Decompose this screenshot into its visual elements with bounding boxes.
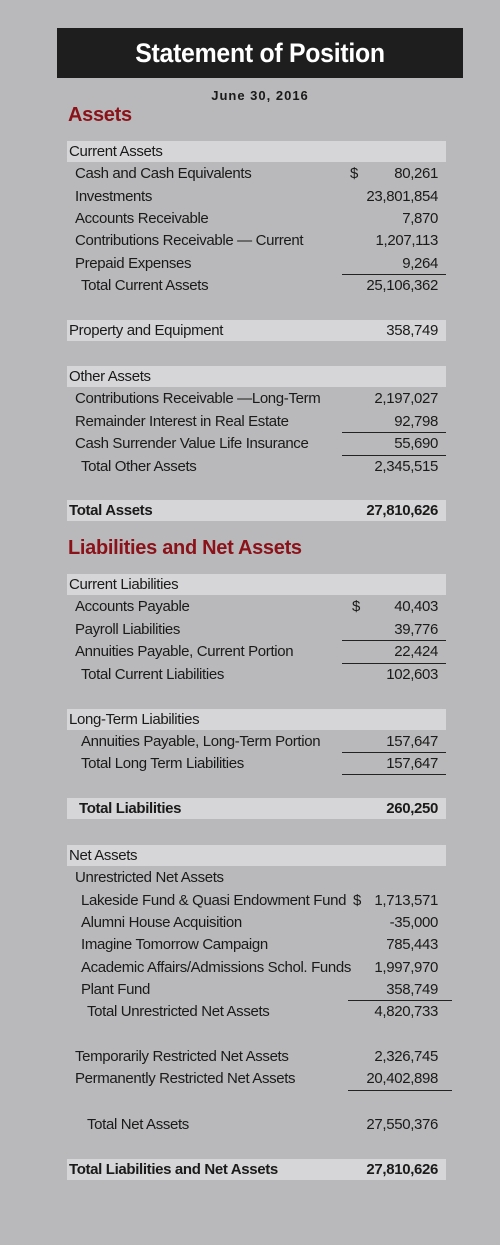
other-item-value: 92,798 <box>394 413 438 430</box>
underline <box>342 663 446 664</box>
liability-item-label: Annuities Payable, Current Portion <box>75 643 294 660</box>
underline <box>348 1090 452 1091</box>
underline <box>342 774 446 775</box>
asset-item-value: 9,264 <box>402 255 438 272</box>
underline <box>342 640 446 641</box>
net-asset-item-label: Lakeside Fund & Quasi Endowment Fund <box>81 892 347 909</box>
total-long-term-liabilities-value: 157,647 <box>386 755 438 772</box>
current-liabilities-label: Current Liabilities <box>69 576 179 593</box>
property-value: 358,749 <box>386 322 438 339</box>
long-term-liabilities-label: Long-Term Liabilities <box>69 711 200 728</box>
net-asset-item-label: Academic Affairs/Admissions Schol. Funds <box>81 959 352 976</box>
other-item-value: 2,197,027 <box>374 390 438 407</box>
total-liabilities-value: 260,250 <box>386 800 438 817</box>
unrestricted-label: Unrestricted Net Assets <box>75 869 224 886</box>
total-current-liabilities-label: Total Current Liabilities <box>81 666 224 683</box>
net-asset-item-value: -35,000 <box>389 914 438 931</box>
net-asset-item-label: Alumni House Acquisition <box>81 914 242 931</box>
temp-restricted-value: 2,326,745 <box>374 1048 438 1065</box>
asset-item-value: 80,261 <box>394 165 438 182</box>
asset-item-label: Cash and Cash Equivalents <box>75 165 252 182</box>
current-assets-label: Current Assets <box>69 143 163 160</box>
grand-total-label: Total Liabilities and Net Assets <box>69 1161 278 1178</box>
asset-item-value: 1,207,113 <box>375 232 438 249</box>
assets-heading: Assets <box>68 104 132 126</box>
total-net-assets-value: 27,550,376 <box>366 1116 438 1133</box>
dollar-sign: $ <box>353 892 361 909</box>
grand-total-value: 27,810,626 <box>366 1161 438 1178</box>
asset-item-label: Contributions Receivable — Current <box>75 232 304 249</box>
net-asset-item-value: 1,997,970 <box>374 959 438 976</box>
temp-restricted-label: Temporarily Restricted Net Assets <box>75 1048 289 1065</box>
asset-item-label: Accounts Receivable <box>75 210 209 227</box>
page-title: Statement of Position <box>135 38 385 68</box>
net-asset-item-value: 1,713,571 <box>374 892 438 909</box>
total-liabilities-label: Total Liabilities <box>79 800 182 817</box>
underline <box>342 455 446 456</box>
liability-item-value: 39,776 <box>394 621 438 638</box>
perm-restricted-label: Permanently Restricted Net Assets <box>75 1070 296 1087</box>
total-unrestricted-value: 4,820,733 <box>374 1003 438 1020</box>
liabilities-heading: Liabilities and Net Assets <box>68 537 302 559</box>
total-other-assets-label: Total Other Assets <box>81 458 197 475</box>
perm-restricted-value: 20,402,898 <box>366 1070 438 1087</box>
total-current-assets-value: 25,106,362 <box>366 277 438 294</box>
statement-date: June 30, 2016 <box>211 88 309 103</box>
dollar-sign: $ <box>352 598 360 615</box>
other-item-value: 55,690 <box>394 435 438 452</box>
net-asset-item-value: 358,749 <box>386 981 438 998</box>
total-current-assets-label: Total Current Assets <box>81 277 209 294</box>
liability-item-label: Accounts Payable <box>75 598 190 615</box>
underline <box>342 752 446 753</box>
total-assets-label: Total Assets <box>69 502 153 519</box>
total-other-assets-value: 2,345,515 <box>374 458 438 475</box>
other-item-label: Contributions Receivable —Long-Term <box>75 390 321 407</box>
total-assets-value: 27,810,626 <box>366 502 438 519</box>
asset-item-label: Prepaid Expenses <box>75 255 192 272</box>
other-assets-label: Other Assets <box>69 368 151 385</box>
net-asset-item-label: Imagine Tomorrow Campaign <box>81 936 268 953</box>
property-label: Property and Equipment <box>69 322 224 339</box>
underline <box>348 1000 452 1001</box>
asset-item-value: 23,801,854 <box>366 188 438 205</box>
liability-item-value: 22,424 <box>394 643 438 660</box>
net-asset-item-label: Plant Fund <box>81 981 151 998</box>
long-term-item-label: Annuities Payable, Long-Term Portion <box>81 733 321 750</box>
total-unrestricted-label: Total Unrestricted Net Assets <box>87 1003 270 1020</box>
asset-item-value: 7,870 <box>402 210 438 227</box>
dollar-sign: $ <box>350 165 358 182</box>
total-net-assets-label: Total Net Assets <box>87 1116 189 1133</box>
liability-item-label: Payroll Liabilities <box>75 621 181 638</box>
total-long-term-liabilities-label: Total Long Term Liabilities <box>81 755 244 772</box>
asset-item-label: Investments <box>75 188 153 205</box>
liability-item-value: 40,403 <box>394 598 438 615</box>
other-item-label: Cash Surrender Value Life Insurance <box>75 435 309 452</box>
total-current-liabilities-value: 102,603 <box>386 666 438 683</box>
long-term-item-value: 157,647 <box>386 733 438 750</box>
underline <box>342 274 446 275</box>
other-item-label: Remainder Interest in Real Estate <box>75 413 289 430</box>
net-assets-label: Net Assets <box>69 847 138 864</box>
net-asset-item-value: 785,443 <box>386 936 438 953</box>
underline <box>342 432 446 433</box>
